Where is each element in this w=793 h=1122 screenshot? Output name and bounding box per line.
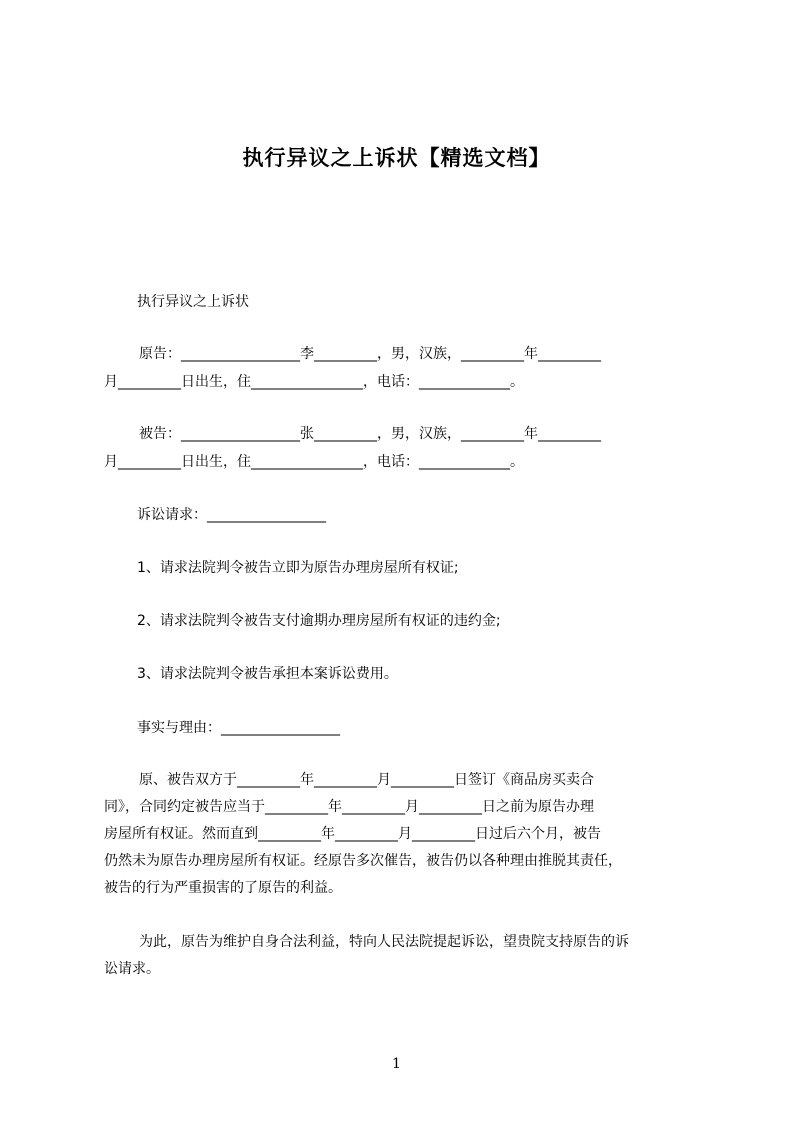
conclusion-line: 为此，原告为维护自身合法利益，特向人民法院提起诉讼，望贵院支持原告的诉 <box>139 934 629 950</box>
facts-line: 同》，合同约定被告应当于_________年_________月_________日之前为原告办理 <box>104 799 594 815</box>
facts-line: 仍然未为原告办理房屋所有权证。经原告多次催告，被告仍以各种理由推脱其责任， <box>104 853 622 869</box>
claim-item: 2、请求法院判令被告支付逾期办理房屋所有权证的违约金; <box>137 613 501 629</box>
facts-line: 房屋所有权证。然而直到_________年_________月_________日过后六个月，被告 <box>104 826 601 842</box>
plaintiff-line-2: 月_________日出生，住________________，电话：_____________。 <box>104 374 524 390</box>
defendant-line-2: 月_________日出生，住________________，电话：_____________。 <box>104 454 524 470</box>
facts-line: 被告的行为严重损害的了原告的利益。 <box>104 880 342 896</box>
facts-label: 事实与理由：_________________ <box>137 720 340 736</box>
conclusion-line: 讼请求。 <box>104 961 160 977</box>
claims-label: 诉讼请求：_________________ <box>137 507 326 523</box>
facts-line: 原、被告双方于_________年_________月_________日签订《商品房买卖合 <box>139 772 594 788</box>
document-heading: 执行异议之上诉状 <box>137 294 249 310</box>
claim-item: 3、请求法院判令被告承担本案诉讼费用。 <box>137 666 398 682</box>
plaintiff-line-1: 原告：_________________李_________，男，汉族，_________年_________ <box>139 346 601 362</box>
document-title: 执行异议之上诉状【精选文档】 <box>242 146 551 170</box>
claim-item: 1、请求法院判令被告立即为原告办理房屋所有权证; <box>137 560 459 576</box>
defendant-line-1: 被告：_________________张_________，男，汉族，_________年_________ <box>139 426 601 442</box>
page-number: 1 <box>392 1056 401 1072</box>
